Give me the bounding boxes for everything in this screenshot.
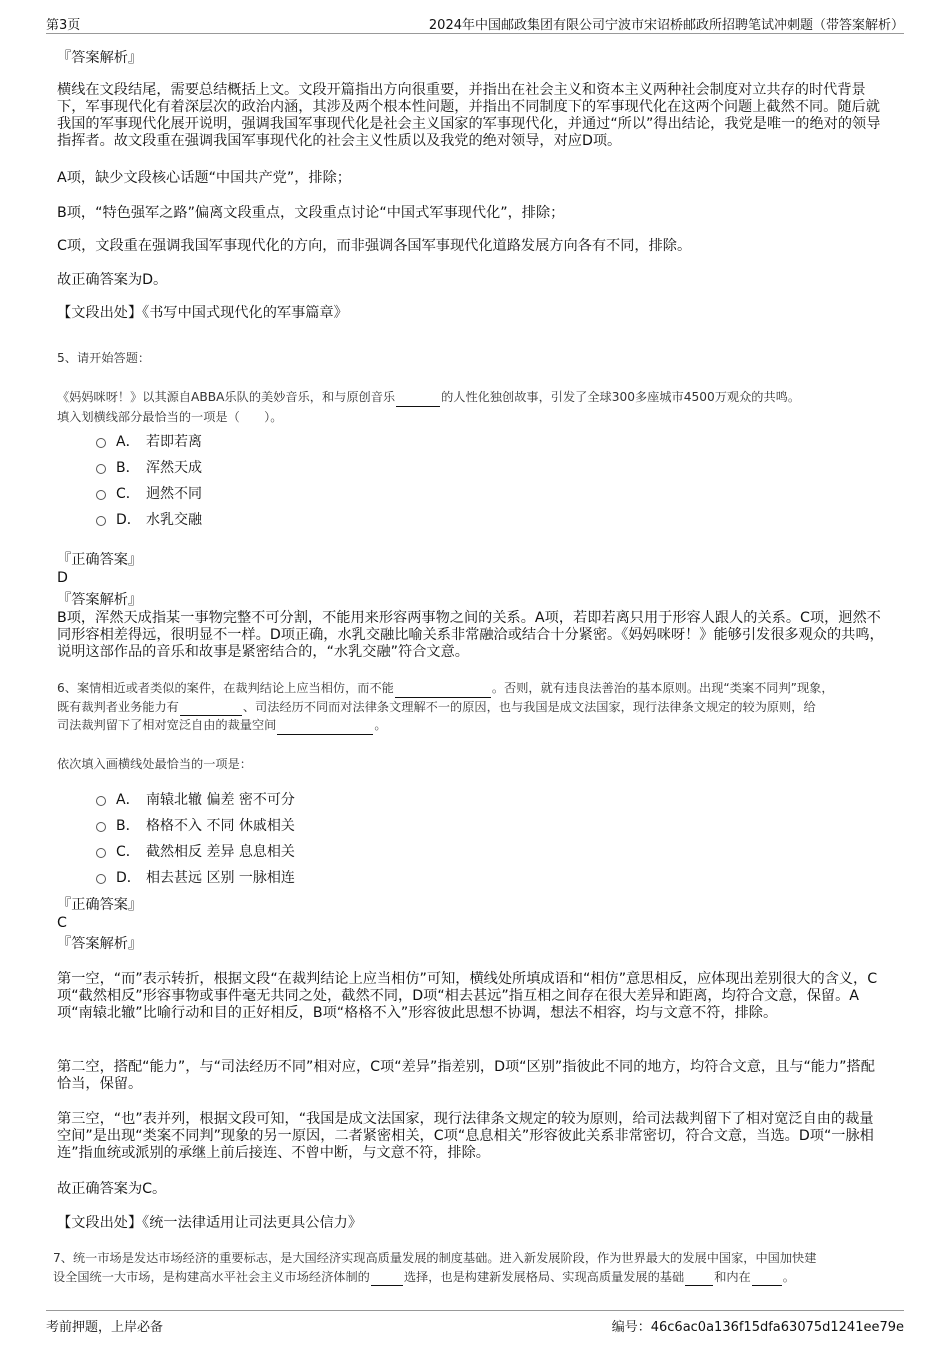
fill-blank	[371, 1284, 403, 1286]
question-stem-part: 。	[782, 1269, 795, 1284]
option-d[interactable]: D． 相去甚远 区别 一脉相连	[96, 867, 295, 887]
radio-icon[interactable]	[96, 822, 106, 832]
question-stem-part: 6、案情相近或者类似的案件，在裁判结论上应当相仿，而不能	[57, 681, 394, 695]
analysis-option-b: B项，“特色强军之路”偏离文段重点，文段重点讨论“中国式军事现代化”，排除；	[57, 205, 565, 221]
header-divider	[46, 33, 904, 34]
analysis-paragraph-1: 第一空，“而”表示转折，根据文段“在裁判结论上应当相仿”可知，横线处所填成语和“相仿”意思相反，应体现出差别很大的含义，C项“截然相反”形容事物或事件毫无共同之处，截然不同，D项“相去甚远”指互相之间存在很大差异和距离，均符合文意，保留。A项“南辕北辙”比喻行动和目的正好相反，B项“格格不入”形容彼此思想不协调，想法不相容，均与文意不符，排除。	[57, 971, 878, 1021]
question-stem-part: 的人性化独创故事，引发了全球300多座城市4500万观众的共鸣。	[441, 390, 801, 404]
text-source: 【文段出处】《书写中国式现代化的军事篇章》	[57, 305, 348, 321]
footer-divider	[46, 1310, 904, 1311]
radio-icon[interactable]	[96, 464, 106, 474]
radio-icon[interactable]	[96, 516, 106, 526]
question-stem-part: 和内在	[714, 1269, 751, 1284]
question-stem-part: 《妈妈咪呀！》以其源自ABBA乐队的美妙音乐，和与原创音乐	[57, 390, 396, 404]
correct-answer-label: 『正确答案』	[57, 897, 143, 913]
analysis-paragraph-3: 第三空，“也”表并列，根据文段可知，“我国是成文法国家，现行法律条文规定的较为原则，给司法裁判留下了相对宽泛自由的裁量空间”是出现“类案不同判”现象的另一原因，二者紧密相关，C项“息息相关”形容彼此关系非常密切，符合文意，当选。D项“一脉相连”指血统或派别的承继上前后接连、不曾中断，与文意不符，排除。	[57, 1111, 874, 1161]
question-intro: 5、请开始答题：	[57, 351, 151, 365]
fill-blank	[180, 714, 242, 716]
radio-icon[interactable]	[96, 438, 106, 448]
option-c[interactable]: C． 截然相反 差异 息息相关	[96, 841, 295, 861]
radio-icon[interactable]	[96, 848, 106, 858]
option-a[interactable]: A． 南辕北辙 偏差 密不可分	[96, 789, 295, 809]
question-stem	[53, 1249, 903, 1286]
question-stem-part: 7、统一市场是发达市场经济的重要标志，是大国经济实现高质量发展的制度基础。进入新发展阶段，作为世界最大的发展中国家，中国加快建	[53, 1251, 817, 1265]
fill-blank	[395, 696, 491, 698]
footer-slogan: 考前押题，上岸必备	[46, 1320, 164, 1335]
question-stem-part: 选择，也是构建新发展格局、实现高质量发展的基础	[403, 1269, 685, 1284]
analysis-label: 『答案解析』	[57, 50, 143, 66]
radio-icon[interactable]	[96, 490, 106, 500]
option-d[interactable]: D． 水乳交融	[96, 509, 202, 529]
fill-blank	[277, 733, 373, 735]
text-source: 【文段出处】《统一法律适用让司法更具公信力》	[57, 1215, 363, 1231]
question-stem-part: 、司法经历不同而对法律条文理解不一的原因，也与我国是成文法国家，现行法律条文规定的较为原则，给	[242, 699, 816, 714]
fill-blank	[685, 1284, 713, 1286]
document-title: 2024年中国邮政集团有限公司宁波市宋诏桥邮政所招聘笔试冲刺题（带答案解析）	[428, 18, 904, 33]
question-stem-part: 设全国统一大市场，是构建高水平社会主义市场经济体制的	[53, 1269, 370, 1284]
radio-icon[interactable]	[96, 796, 106, 806]
option-b[interactable]: B． 浑然天成	[96, 457, 202, 477]
fill-blank	[396, 405, 440, 407]
correct-answer: D	[57, 570, 68, 586]
question-stem-part: 既有裁判者业务能力有	[57, 699, 179, 714]
analysis-text: B项，浑然天成指某一事物完整不可分割，不能用来形容两事物之间的关系。A项，若即若离只用于形容人跟人的关系。C项，迥然不同形容相差得远，很明显不一样。D项正确，水乳交融比喻关系非常融洽或结合十分紧密。《妈妈咪呀！》能够引发很多观众的共鸣，说明这部作品的音乐和故事是紧密结合的，“水乳交融”符合文意。	[57, 610, 884, 660]
analysis-text: 横线在文段结尾，需要总结概括上文。文段开篇指出方向很重要，并指出在社会主义和资本主义两种社会制度对立共存的时代背景下，军事现代化有着深层次的政治内涵，其涉及两个根本性问题，并指出不同制度下的军事现代化在这两个问题上截然不同。随后就我国的军事现代化展开说明，强调我国军事现代化是社会主义国家的军事现代化，并通过“所以”得出结论，我党是唯一的绝对的领导指挥者。故文段重在强调我国军事现代化的社会主义性质以及我党的绝对领导，对应D项。	[57, 82, 881, 149]
option-a[interactable]: A． 若即若离	[96, 431, 202, 451]
analysis-option-c: C项，文段重在强调我国军事现代化的方向，而非强调各国军事现代化道路发展方向各有不同，排除。	[57, 238, 692, 254]
question-stem-part: 司法裁判留下了相对宽泛自由的裁量空间	[57, 718, 277, 732]
question-prompt: 依次填入画横线处最恰当的一项是：	[57, 757, 252, 771]
question-stem	[57, 679, 887, 735]
option-b[interactable]: B． 格格不入 不同 休戚相关	[96, 815, 295, 835]
document-code: 编号：46c6ac0a136f15dfa63075d1241ee79e	[611, 1320, 904, 1335]
analysis-paragraph-2: 第二空，搭配“能力”，与“司法经历不同”相对应，C项“差异”指差别，D项“区别”指彼此不同的地方，均符合文意，且与“能力”搭配恰当，保留。	[57, 1059, 875, 1092]
analysis-label: 『答案解析』	[57, 936, 143, 952]
question-stem	[57, 388, 887, 407]
option-c[interactable]: C． 迥然不同	[96, 483, 202, 503]
correct-answer-label: 『正确答案』	[57, 552, 143, 568]
radio-icon[interactable]	[96, 874, 106, 884]
question-stem-part: 。	[374, 718, 387, 732]
answer-conclusion: 故正确答案为D。	[57, 272, 168, 288]
analysis-label: 『答案解析』	[57, 592, 143, 608]
question-prompt: 填入划横线部分最恰当的一项是（ ）。	[57, 410, 283, 424]
page-number: 第3页	[46, 18, 81, 33]
fill-blank	[752, 1284, 782, 1286]
answer-conclusion: 故正确答案为C。	[57, 1181, 167, 1197]
question-stem-part: 。否则，就有违良法善治的基本原则。出现“类案不同判”现象，	[491, 681, 834, 695]
analysis-option-a: A项，缺少文段核心话题“中国共产党”，排除；	[57, 170, 351, 186]
correct-answer: C	[57, 915, 67, 931]
